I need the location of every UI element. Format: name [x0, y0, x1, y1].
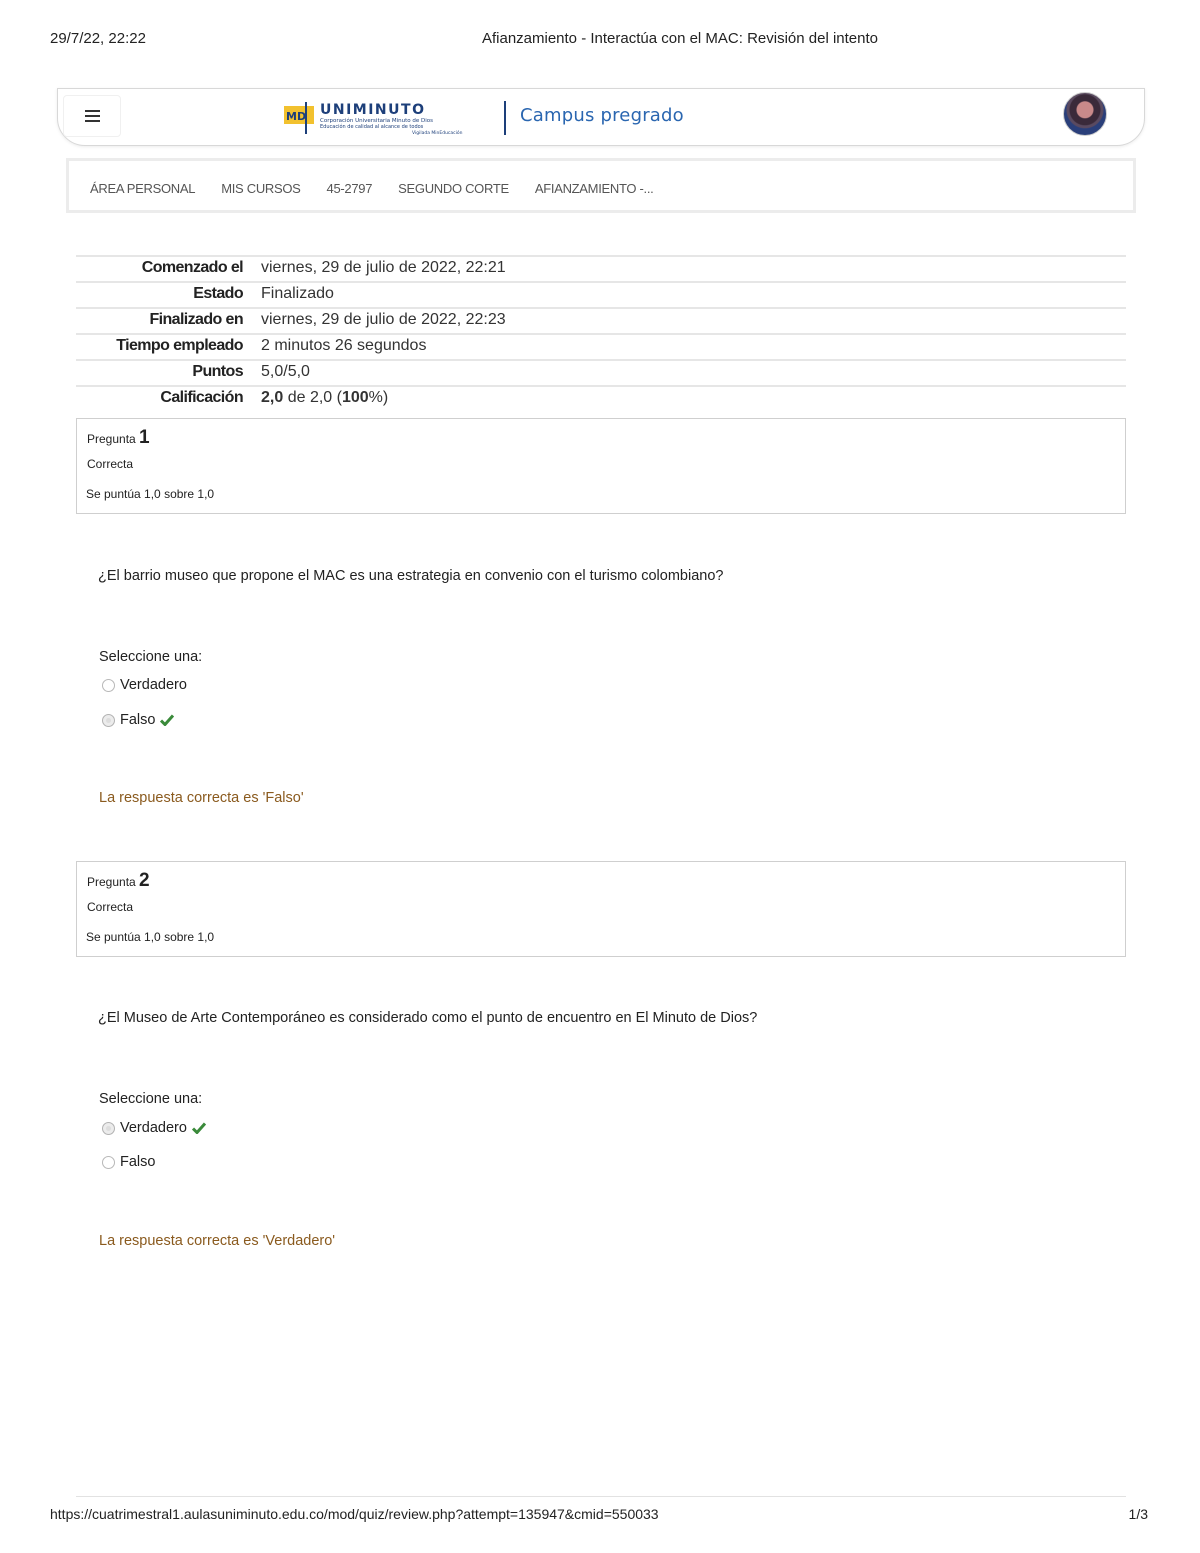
question-label: Pregunta [87, 432, 136, 446]
summary-row-time [76, 333, 1126, 359]
question-1-option-verdadero[interactable] [102, 677, 187, 693]
question-1-feedback: La respuesta correcta es 'Falso' [99, 790, 304, 806]
question-1-number [87, 427, 150, 449]
started-label: Comenzado el [141, 259, 243, 276]
print-url: https://cuatrimestral1.aulasuniminuto.edu.co/mod/quiz/review.php?attempt=135947&cmid=550033 [50, 1506, 659, 1522]
breadcrumb-bar [66, 158, 1136, 213]
correct-check-icon [192, 1122, 206, 1134]
points-value: 5,0/5,0 [261, 363, 310, 380]
print-page-number: 1/3 [1128, 1506, 1148, 1522]
grade-end: %) [368, 389, 389, 406]
summary-row-grade [76, 385, 1126, 411]
radio-button-selected[interactable] [102, 1122, 115, 1135]
uniminuto-logo[interactable] [284, 100, 494, 136]
logo-subtitle-1: Corporación Universitaria Minuto de Dios [320, 118, 434, 124]
grade-label: Calificación [160, 389, 243, 406]
question-2-prompt: Seleccione una: [99, 1091, 203, 1107]
finished-label: Finalizado en [149, 311, 243, 328]
question-2-info [76, 861, 1126, 957]
print-datetime: 29/7/22, 22:22 [50, 30, 146, 47]
footer-divider [76, 1496, 1126, 1497]
radio-button[interactable] [102, 1156, 115, 1169]
question-2-option-verdadero[interactable] [102, 1120, 206, 1136]
option-label: Verdadero [120, 1120, 187, 1136]
time-label: Tiempo empleado [116, 337, 243, 354]
breadcrumb-item-course[interactable]: 45-2797 [326, 181, 373, 196]
summary-row-state [76, 281, 1126, 307]
question-number: 1 [139, 427, 150, 448]
breadcrumb-item-afianzamiento[interactable]: AFIANZAMIENTO -... [534, 181, 654, 196]
radio-button[interactable] [102, 679, 115, 692]
logo-subtitle-2: Educación de calidad al alcance de todos [320, 124, 424, 130]
option-label: Verdadero [120, 677, 187, 693]
breadcrumb-item-mis-cursos[interactable]: MIS CURSOS [221, 181, 301, 196]
question-2-number [87, 870, 150, 892]
print-document-title: Afianzamiento - Interactúa con el MAC: Revisión del intento [481, 30, 879, 47]
logo-subtitle-3: Vigilada MinEducación [412, 131, 463, 136]
option-label: Falso [120, 1154, 156, 1170]
question-1-grade: Se puntúa 1,0 sobre 1,0 [86, 487, 215, 501]
logo-wordmark: UNIMINUTO [320, 102, 426, 118]
state-label: Estado [193, 285, 243, 302]
question-2-state: Correcta [87, 900, 134, 914]
option-label: Falso [120, 712, 156, 728]
logo-divider [504, 101, 506, 135]
attempt-summary-table [76, 255, 1126, 411]
svg-text:MD: MD [286, 110, 307, 123]
top-navbar [57, 88, 1145, 146]
question-1-text: ¿El barrio museo que propone el MAC es una estrategia en convenio con el turismo colombiano? [98, 568, 724, 584]
breadcrumb [90, 181, 679, 196]
user-avatar[interactable] [1063, 92, 1107, 136]
question-number: 2 [139, 870, 150, 891]
grade-score: 2,0 [261, 389, 284, 406]
question-1-option-falso[interactable] [102, 712, 174, 728]
site-name[interactable]: Campus pregrado [520, 105, 684, 126]
grade-value [261, 389, 388, 407]
correct-check-icon [160, 714, 174, 726]
finished-value: viernes, 29 de julio de 2022, 22:23 [261, 311, 506, 328]
state-value: Finalizado [261, 285, 334, 302]
summary-row-finished [76, 307, 1126, 333]
hamburger-menu-icon[interactable] [63, 95, 121, 137]
grade-mid: de 2,0 ( [283, 389, 342, 406]
points-label: Puntos [192, 363, 243, 380]
started-value: viernes, 29 de julio de 2022, 22:21 [261, 259, 506, 276]
question-2-grade: Se puntúa 1,0 sobre 1,0 [86, 930, 215, 944]
question-1-info [76, 418, 1126, 514]
time-value: 2 minutos 26 segundos [261, 337, 427, 354]
question-2-option-falso[interactable] [102, 1154, 155, 1170]
breadcrumb-item-segundo-corte[interactable]: SEGUNDO CORTE [398, 181, 509, 196]
summary-row-started [76, 255, 1126, 281]
question-label: Pregunta [87, 875, 136, 889]
question-2-feedback: La respuesta correcta es 'Verdadero' [99, 1233, 336, 1249]
question-1-state: Correcta [87, 457, 134, 471]
question-2-text: ¿El Museo de Arte Contemporáneo es considerado como el punto de encuentro en El Minuto de Dios? [98, 1010, 758, 1026]
question-1-prompt: Seleccione una: [99, 649, 203, 665]
radio-button-selected[interactable] [102, 714, 115, 727]
breadcrumb-item-area-personal[interactable]: ÁREA PERSONAL [90, 181, 196, 196]
grade-percent: 100 [341, 389, 369, 406]
summary-row-points [76, 359, 1126, 385]
